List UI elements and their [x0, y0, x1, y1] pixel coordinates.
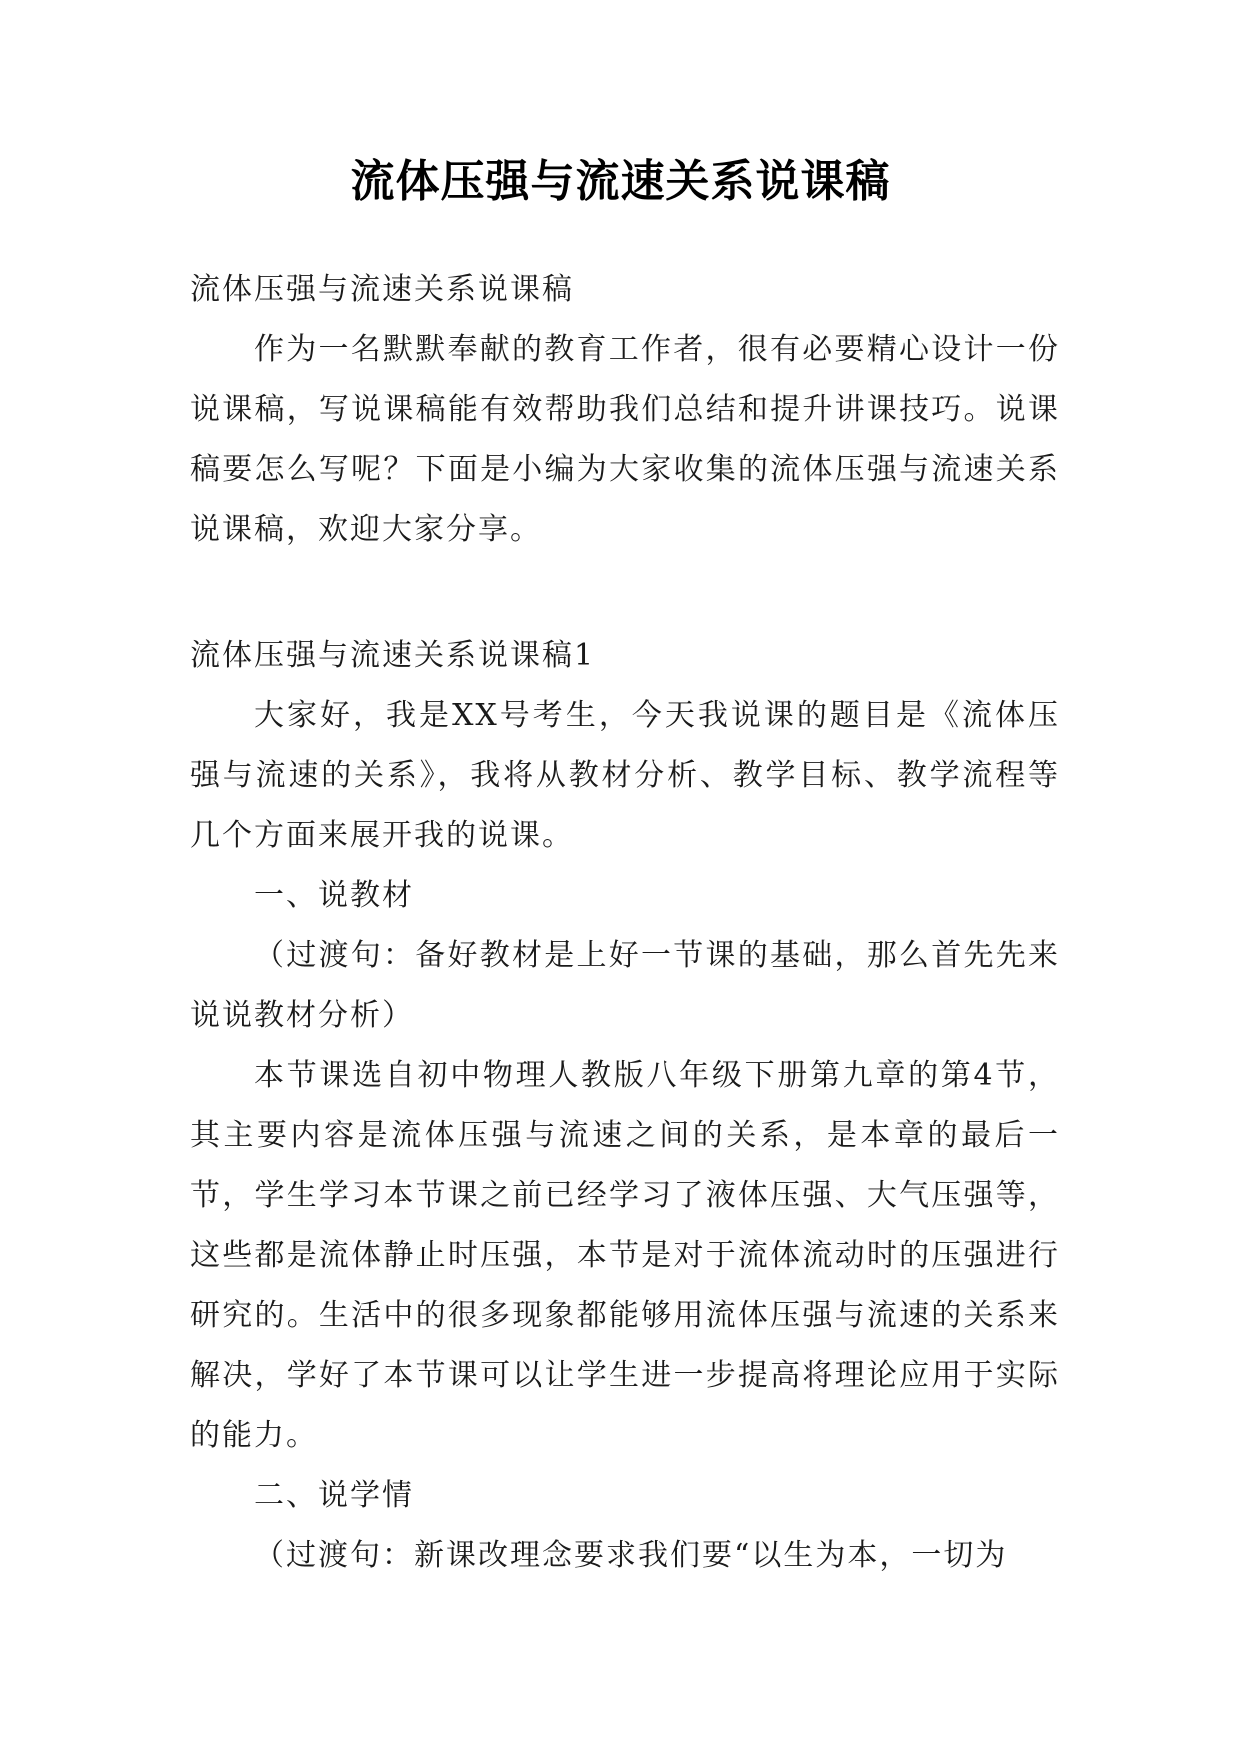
- paragraph-greeting: 大家好，我是XX号考生，今天我说课的题目是《流体压强与流速的关系》，我将从教材分析、教学目标、教学流程等几个方面来展开我的说课。: [190, 698, 1060, 853]
- document-title: 流体压强与流速关系说课稿: [350, 156, 891, 207]
- subheading-students: 二、说学情: [254, 1478, 414, 1513]
- paragraph-textbook-analysis: 本节课选自初中物理人教版八年级下册第九章的第4节，其主要内容是流体压强与流速之间的关系，是本章的最后一节，学生学习本节课之前已经学习了液体压强、大气压强等，这些都是流体静止时压强，本节是对于流体流动时的压强进行研究的。生活中的很多现象都能够用流体压强与流速的关系来解决，学好了本节课可以让学生进一步提高将理论应用于实际的能力。: [190, 1058, 1060, 1453]
- section-spacer: [190, 560, 1060, 626]
- subheading-textbook: 一、说教材: [254, 878, 414, 913]
- section-heading: 流体压强与流速关系说课稿1: [190, 638, 596, 673]
- document-body: [190, 260, 1060, 1586]
- intro-heading: 流体压强与流速关系说课稿: [190, 272, 574, 307]
- intro-paragraph: 作为一名默默奉献的教育工作者，很有必要精心设计一份说课稿，写说课稿能有效帮助我们总结和提升讲课技巧。说课稿要怎么写呢？下面是小编为大家收集的流体压强与流速关系说课稿，欢迎大家分享。: [190, 332, 1060, 547]
- paragraph-transition-students: （过渡句：新课改理念要求我们要“以生为本，一切为: [254, 1538, 1008, 1573]
- paragraph-transition-textbook: （过渡句：备好教材是上好一节课的基础，那么首先先来说说教材分析）: [190, 938, 1060, 1033]
